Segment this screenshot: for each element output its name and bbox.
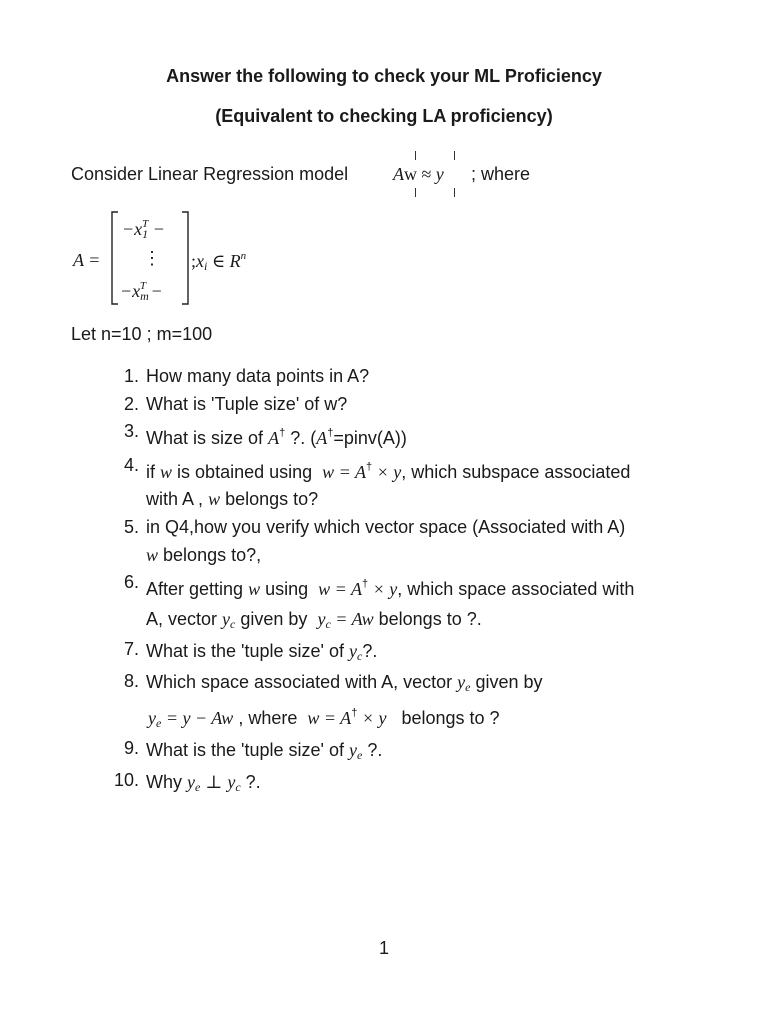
q4-number: 4. bbox=[123, 455, 139, 475]
q4-line-1: if w is obtained using w = A† × y, which subspace associated bbox=[146, 461, 631, 482]
q8-line-1: Which space associated with A, vector $y_e$ given by bbox=[146, 672, 543, 694]
model-w: w bbox=[404, 164, 417, 184]
q6-number: 6. bbox=[123, 572, 139, 592]
intro-text: Consider Linear Regression model bbox=[71, 164, 349, 184]
q10-text: Why $y_e$ ⊥ $y_c$ ?. bbox=[146, 772, 261, 794]
q5-line-1: in Q4,how you verify which vector space (Associated with A) bbox=[146, 517, 626, 537]
q7-number: 7. bbox=[123, 639, 139, 659]
q5-number: 5. bbox=[123, 517, 139, 537]
model-y: y bbox=[435, 164, 444, 184]
q9-number: 9. bbox=[123, 738, 139, 758]
matrix-lhs: A = bbox=[73, 250, 101, 270]
model-approx: ≈ bbox=[421, 164, 432, 184]
q4-line-2: with A , w belongs to? bbox=[146, 489, 319, 509]
q2-text: What is 'Tuple size' of w? bbox=[146, 394, 348, 414]
intro-where: ; where bbox=[471, 164, 531, 184]
column-bar-y-bottom bbox=[454, 188, 455, 197]
q6-line-2: A, vector $y_c$ given by $y_c = Aw$ belongs to ?. bbox=[146, 609, 482, 631]
model-A: A bbox=[393, 164, 404, 184]
q3-number: 3. bbox=[123, 421, 139, 441]
column-bar-w-top bbox=[415, 151, 416, 160]
q2-number: 2. bbox=[123, 394, 139, 414]
page-number: 1 bbox=[378, 938, 389, 958]
column-bar-y-top bbox=[454, 151, 455, 160]
q7-text: What is the 'tuple size' of $y_c$?. bbox=[146, 641, 378, 663]
title-line-1: Answer the following to check your ML Proficiency bbox=[166, 66, 602, 86]
q9-text: What is the 'tuple size' of $y_e$ ?. bbox=[146, 740, 383, 762]
model-equation bbox=[393, 164, 444, 185]
q1-number: 1. bbox=[123, 366, 139, 386]
column-bar-w-bottom bbox=[415, 188, 416, 197]
q1-text: How many data points in A? bbox=[146, 366, 370, 386]
q3-text: What is size of A† ?. (A†=pinv(A)) bbox=[146, 427, 407, 448]
matrix-row-1: $-x_1^T$ − bbox=[122, 218, 165, 241]
q6-line-1: After getting w using w = A† × y, which space associated with bbox=[146, 578, 635, 599]
let-line: Let n=10 ; m=100 bbox=[71, 324, 213, 344]
q8-line-2: $y_e = y - Aw$ , where w = A† × y belongs to ? bbox=[148, 707, 500, 730]
matrix-vdots: ⋮ bbox=[143, 248, 161, 268]
q8-number: 8. bbox=[123, 671, 139, 691]
q10-number: 10. bbox=[113, 770, 139, 790]
matrix-row-m: $-x_m^T$ − bbox=[120, 280, 163, 303]
q5-line-2: w belongs to?, bbox=[146, 545, 262, 565]
matrix-condition: $;x_i$ ∈ $R^n$ bbox=[191, 250, 247, 273]
title-line-2: (Equivalent to checking LA proficiency) bbox=[215, 106, 553, 126]
